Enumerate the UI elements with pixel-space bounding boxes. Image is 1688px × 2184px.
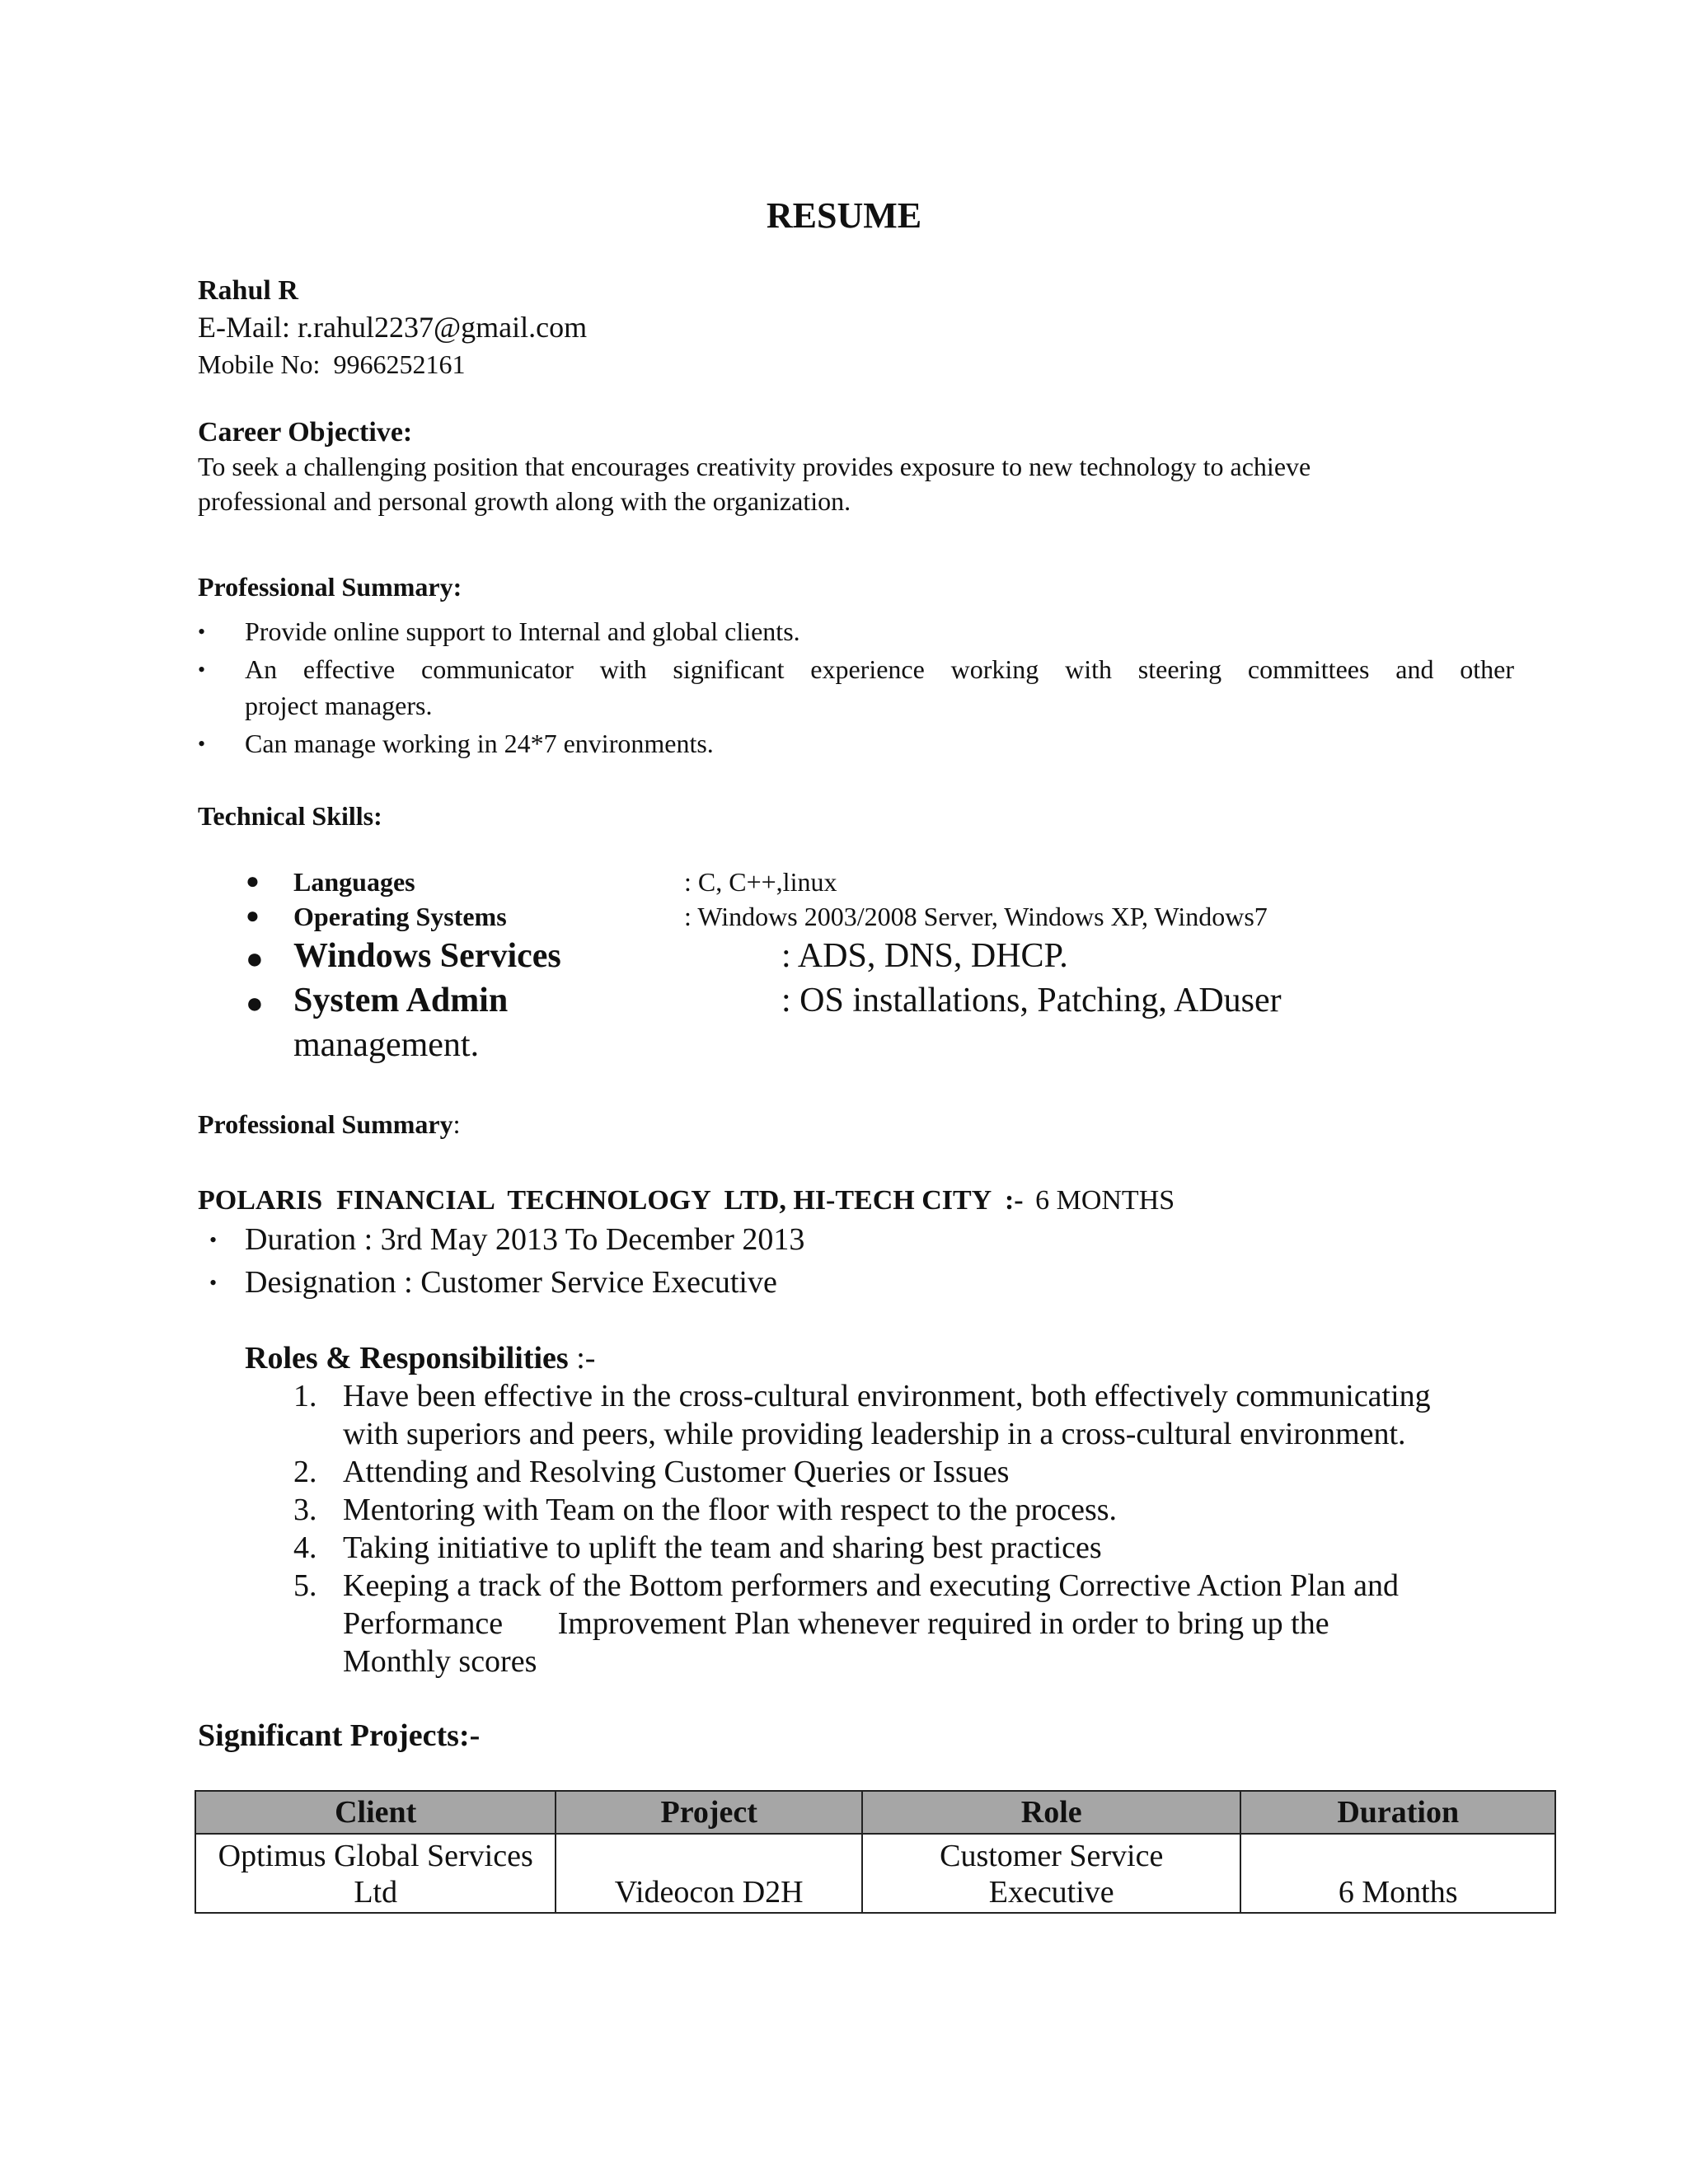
table-row [195,1834,1555,1913]
role-item: Keeping a track of the Bottom performers and executing Corrective Action Plan and [343,1568,1400,1603]
bullet-icon: ● [246,903,260,929]
company-duration: 6 MONTHS [1035,1185,1175,1216]
experience-heading-colon: : [452,1109,461,1139]
column-header-project: Project [556,1791,862,1834]
cell-project: Videocon D2H [556,1834,862,1913]
cell-role-line2: Executive [988,1875,1114,1910]
role-number: 4. [293,1530,317,1565]
role-item-continuation: Monthly scores [343,1644,537,1679]
experience-heading-text: Professional Summary [198,1109,453,1139]
mobile-label: Mobile No: [198,349,321,379]
company-line [198,1185,1175,1216]
bullet-icon: ● [246,942,264,975]
career-objective-line1: To seek a challenging position that encourages creativity provides exposure to new technology to achieve [198,452,1311,481]
roles-heading-suffix: :- [568,1341,596,1376]
role-item: Taking initiative to uplift the team and sharing best practices [343,1530,1102,1565]
cell-duration: 6 Months [1240,1834,1555,1913]
skill-label-windows-services: Windows Services [293,937,561,975]
skill-label-operating-systems: Operating Systems [293,902,507,931]
summary-item: Can manage working in 24*7 environments. [245,729,714,758]
skill-label-languages: Languages [293,867,415,897]
role-item: Have been effective in the cross-cultural environment, both effectively communicating [343,1379,1431,1413]
cell-role [862,1834,1240,1913]
bullet-icon: • [198,620,206,644]
column-header-client: Client [195,1791,556,1834]
experience-heading [198,1109,461,1140]
role-item-continuation: Performance Improvement Plan whenever required in order to bring up the [343,1606,1329,1641]
column-header-role: Role [862,1791,1240,1834]
role-item: Mentoring with Team on the floor with respect to the process. [343,1493,1118,1527]
summary-item: An effective communicator with significant experience working with steering committees and other [245,654,1514,684]
cell-client-line1: Optimus Global Services [218,1839,533,1873]
projects-heading: Significant Projects:- [198,1718,481,1753]
email-label: E-Mail: [198,311,290,344]
role-number: 5. [293,1568,317,1603]
professional-summary-heading: Professional Summary: [198,572,462,602]
bullet-icon: ● [246,987,264,1019]
bullet-icon: • [198,658,206,682]
summary-item: Provide online support to Internal and global clients. [245,616,800,646]
bullet-icon: ● [246,869,260,894]
skill-label-system-admin: System Admin [293,982,509,1019]
career-objective-line2: professional and personal growth along with the organization. [198,486,851,516]
projects-table [195,1790,1556,1914]
page-title: RESUME [766,195,922,236]
summary-item-continuation: project managers. [245,691,433,720]
designation-line: Designation : Customer Service Executive [245,1265,777,1300]
mobile-value: 9966252161 [333,349,466,379]
role-number: 1. [293,1379,317,1413]
column-header-duration: Duration [1240,1791,1555,1834]
bullet-icon: • [198,732,206,756]
roles-heading-text: Roles & Responsibilities [245,1341,569,1376]
company-name: POLARIS FINANCIAL TECHNOLOGY LTD, HI-TECH CITY :- [198,1185,1024,1216]
cell-role-line1: Customer Service [940,1839,1164,1873]
skill-value-languages: : C, C++,linux [684,867,837,897]
skill-value-continuation: management. [293,1026,480,1064]
skill-value-windows-services: : ADS, DNS, DHCP. [781,937,1068,975]
bullet-icon: • [209,1228,218,1252]
email-value: r.rahul2237@gmail.com [297,311,588,344]
mobile-line [198,349,465,380]
role-number: 3. [293,1493,317,1527]
duration-line: Duration : 3rd May 2013 To December 2013 [245,1222,805,1257]
skill-value-system-admin: : OS installations, Patching, ADuser [781,982,1282,1019]
technical-skills-heading: Technical Skills: [198,801,382,831]
email-line [198,310,587,344]
candidate-name: Rahul R [198,275,298,306]
table-header-row [195,1791,1555,1834]
bullet-icon: • [209,1271,218,1295]
role-number: 2. [293,1455,317,1489]
career-objective-heading: Career Objective: [198,417,413,448]
cell-client [195,1834,556,1913]
skill-value-operating-systems: : Windows 2003/2008 Server, Windows XP, Windows7 [684,902,1268,931]
roles-heading [245,1340,595,1376]
role-item-continuation: with superiors and peers, while providing leadership in a cross-cultural environment. [343,1417,1406,1451]
cell-client-line2: Ltd [354,1875,398,1910]
role-item: Attending and Resolving Customer Queries or Issues [343,1455,1010,1489]
